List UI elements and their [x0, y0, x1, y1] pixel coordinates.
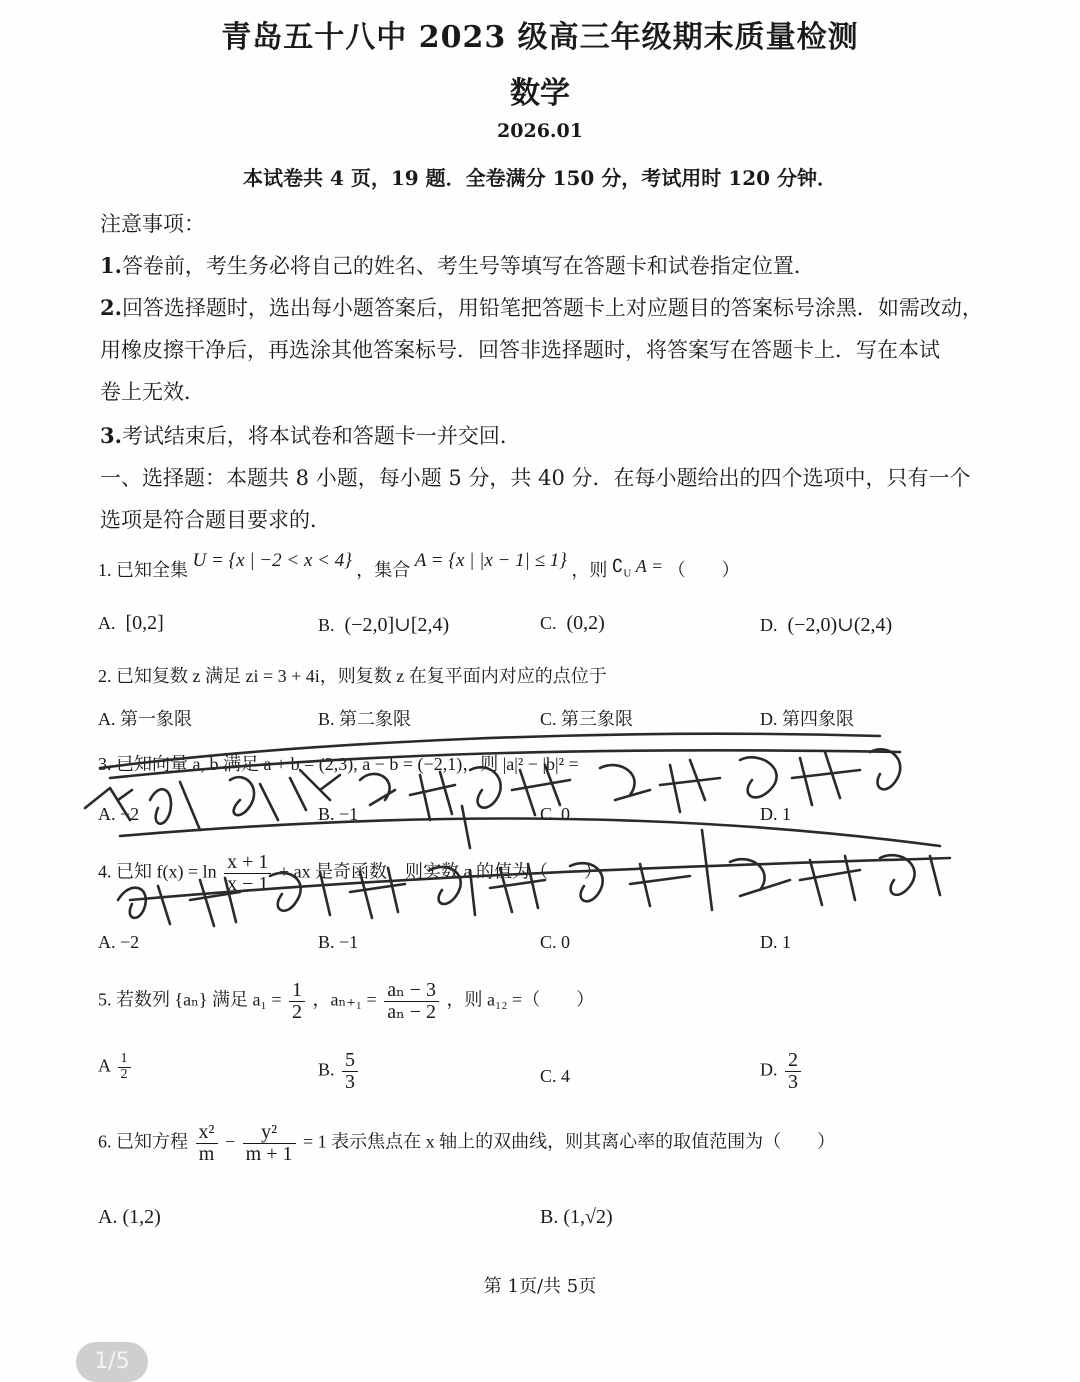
q1-option-c-label: C. [540, 613, 557, 633]
exam-date: 2026.01 [497, 120, 583, 142]
q5-fraction-1-num: 1 [289, 980, 305, 1002]
q4-stem-b: + ax 是奇函数，则实数 a 的值为（ ） [278, 861, 603, 882]
q5-option-d-label: D. [760, 1059, 778, 1080]
q5-option-c: C. 4 [540, 1066, 571, 1086]
q1-option-a-value: [0,2] [125, 612, 164, 634]
q4-option-d: D. 1 [760, 932, 791, 952]
question-3-stem: 3. 已知向量 a, b 满足 a + b = (2,3), a − b = (−2,1)，则 |a|² − |b|² = [98, 754, 579, 774]
q6-fraction-1 [196, 1122, 218, 1165]
q5-fraction-2-num: aₙ − 3 [384, 980, 439, 1002]
q1-stem-b: ，集合 [356, 560, 411, 580]
q5-option-d-den: 3 [788, 1071, 798, 1093]
q5-option-d-num: 2 [785, 1050, 801, 1072]
q5-option-a-den: 2 [120, 1066, 128, 1082]
note-3-text: 考试结束后，将本试卷和答题卡一并交回． [121, 424, 521, 448]
note-2-number: 2. [100, 295, 122, 320]
section-1-line-1: 一、选择题：本题共 8 小题，每小题 5 分，共 40 分．在每小题给出的四个选项中，只有一个 [100, 466, 971, 490]
q5-stem-b: ，aₙ₊₁ = [312, 989, 377, 1010]
q3-option-d: D. 1 [760, 804, 791, 824]
question-5-stem [98, 980, 594, 1023]
page-indicator[interactable]: 1/5 [76, 1342, 148, 1382]
q3-option-c: C. 0 [540, 804, 571, 824]
q2-option-a: A. 第一象限 [98, 709, 192, 729]
q4-option-b: B. −1 [318, 932, 359, 952]
q5-option-b-den: 3 [345, 1071, 356, 1093]
question-2-stem: 2. 已知复数 z 满足 zi = 3 + 4i，则复数 z 在复平面内对应的点位于 [98, 666, 607, 686]
q2-option-d: D. 第四象限 [760, 709, 854, 729]
q4-fraction [224, 852, 271, 895]
section-1-line-2: 选项是符合题目要求的． [100, 508, 331, 532]
question-1-stem [98, 550, 740, 584]
q3-option-b: B. −1 [318, 804, 359, 824]
subject-title: 数学 [510, 76, 570, 111]
q6-fraction-2-num: y² [243, 1122, 296, 1144]
complement-symbol: ∁ [611, 556, 624, 576]
q6-fraction-2 [243, 1122, 296, 1165]
question-6-stem [98, 1122, 835, 1165]
q4-option-c: C. 0 [540, 932, 571, 952]
q6-fraction-1-den: m [198, 1143, 215, 1165]
q1-expr: A = [635, 556, 664, 576]
note-1 [100, 250, 815, 280]
q5-option-d-fraction [785, 1050, 801, 1093]
q5-stem-a: 5. 若数列 {aₙ} 满足 a₁ = [98, 989, 282, 1010]
q1-option-d [760, 612, 892, 637]
q6-fraction-2-den: m + 1 [245, 1143, 293, 1165]
q5-option-b-label: B. [318, 1059, 335, 1080]
q4-fraction-num: x + 1 [224, 852, 271, 874]
q1-stem-a: 1. 已知全集 [98, 560, 188, 580]
q1-complement [611, 556, 664, 580]
q6-fraction-1-num: x² [196, 1122, 218, 1144]
note-2-text: 回答选择题时，选出每小题答案后，用铅笔把答题卡上对应题目的答案标号涂黑．如需改动， [121, 296, 983, 320]
exam-title: 青岛五十八中 2023 级高三年级期末质量检测 [221, 20, 859, 55]
note-3-number: 3. [100, 423, 122, 448]
q5-fraction-1 [289, 980, 305, 1023]
q6-option-a: A. (1,2) [98, 1206, 161, 1228]
q6-stem-b: = 1 表示焦点在 x 轴上的双曲线，则其离心率的取值范围为（ ） [303, 1131, 836, 1152]
q1-stem-c: ，则 [571, 560, 608, 580]
q1-set-a: A = {x | |x − 1| ≤ 1} [414, 550, 567, 571]
q3-option-a: A. −2 [98, 804, 140, 824]
note-2-line-1 [100, 292, 983, 322]
q5-option-b-num: 5 [342, 1050, 358, 1072]
q1-option-a-label: A. [98, 613, 116, 633]
note-2-line-2: 用橡皮擦干净后，再选涂其他答案标号．回答非选择题时，将答案写在答题卡上．写在本试 [100, 338, 940, 362]
q1-option-b-value: (−2,0]∪[2,4) [344, 614, 450, 636]
notes-heading: 注意事项： [100, 212, 205, 236]
q2-option-b: B. 第二象限 [318, 709, 412, 729]
q2-option-c: C. 第三象限 [540, 709, 634, 729]
q1-option-a [98, 612, 164, 635]
q5-option-a [98, 1052, 134, 1082]
complement-subscript: U [623, 567, 632, 580]
q6-stem-a: 6. 已知方程 [98, 1131, 188, 1152]
q6-option-b: B. (1,√2) [540, 1206, 613, 1228]
note-3 [100, 420, 521, 450]
q5-fraction-2-den: aₙ − 2 [387, 1001, 437, 1023]
q1-option-d-value: (−2,0)∪(2,4) [787, 614, 893, 636]
q6-minus: − [225, 1131, 236, 1152]
q5-option-a-label: A [98, 1055, 111, 1076]
note-1-text: 答卷前，考生务必将自己的姓名、考生号等填写在答题卡和试卷指定位置． [121, 254, 815, 278]
note-2-line-3: 卷上无效． [100, 380, 205, 404]
q4-stem-a: 4. 已知 f(x) = ln [98, 861, 217, 882]
q5-option-a-num: 1 [118, 1052, 131, 1068]
q4-option-a: A. −2 [98, 932, 140, 952]
page-footer: 第 1页/共 5页 [483, 1276, 597, 1297]
q5-fraction-2 [384, 980, 439, 1023]
q1-paren: （ ） [667, 560, 740, 580]
q1-option-b [318, 612, 449, 637]
q4-fraction-den: x − 1 [227, 873, 269, 895]
q5-option-b-fraction [342, 1050, 358, 1093]
q5-stem-c: ，则 a₁₂ =（ ） [446, 989, 595, 1010]
q5-option-d [760, 1050, 804, 1093]
q5-option-a-fraction [118, 1052, 131, 1082]
q1-option-c [540, 612, 605, 635]
q5-fraction-1-den: 2 [291, 1001, 302, 1023]
question-4-stem [98, 852, 602, 895]
note-1-number: 1. [100, 253, 122, 278]
q1-option-b-label: B. [318, 615, 335, 635]
q1-option-d-label: D. [760, 615, 778, 635]
exam-info: 本试卷共 4 页，19 题．全卷满分 150 分，考试用时 120 分钟． [243, 166, 837, 190]
q5-option-b [318, 1050, 361, 1093]
q1-set-u: U = {x | −2 < x < 4} [192, 550, 352, 571]
q1-option-c-value: (0,2) [566, 612, 605, 634]
